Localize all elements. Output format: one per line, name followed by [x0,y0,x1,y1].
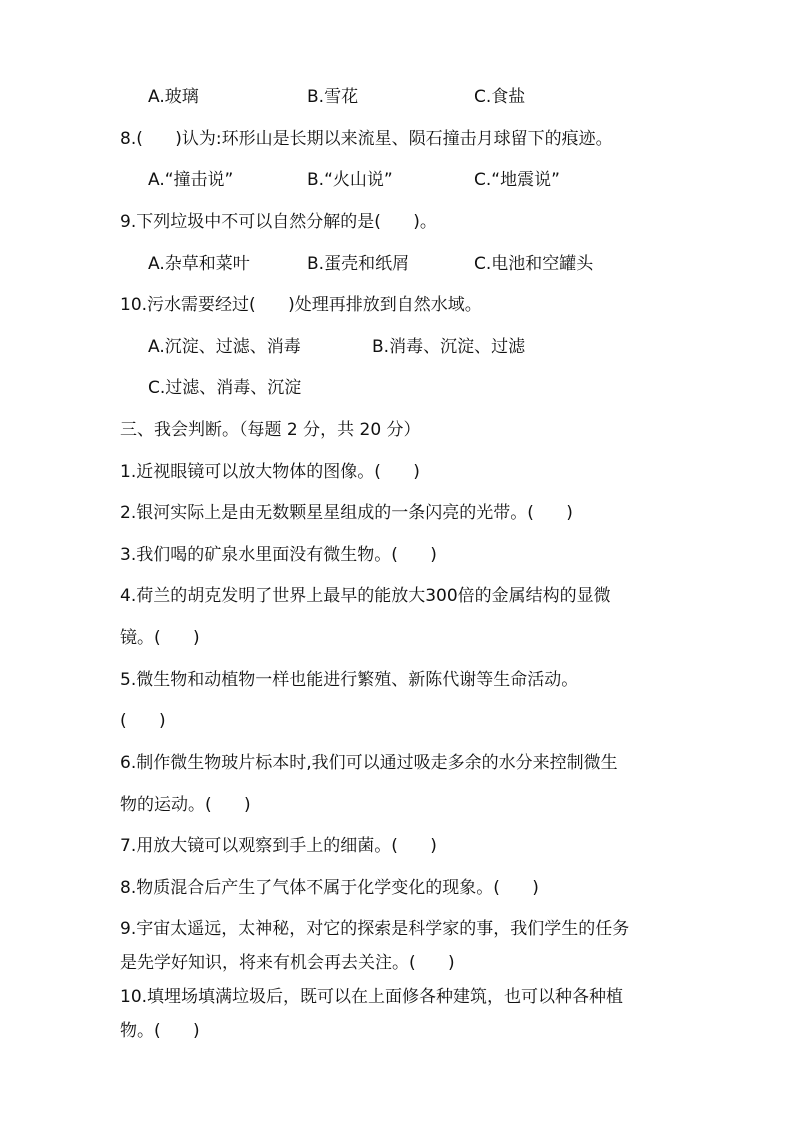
q9-option-a: A.杂草和菜叶 [148,254,250,274]
judge-line-10: 10.填埋场填满垃圾后，既可以在上面修各种建筑，也可以种各种植 [120,987,624,1007]
q8-option-a: A.“撞击说” [148,170,234,190]
q10-option-c: C.过滤、消毒、沉淀 [148,378,302,398]
judge-line-4-cont: 镜。( ) [120,628,200,648]
judge-line-5: 5.微生物和动植物一样也能进行繁殖、新陈代谢等生命活动。 [120,670,579,690]
q10-option-a: A.沉淀、过滤、消毒 [148,337,301,357]
judge-line-1: 1.近视眼镜可以放大物体的图像。( ) [120,462,420,482]
q10-stem: 10.污水需要经过( )处理再排放到自然水域。 [120,295,482,315]
judge-line-10-cont: 物。( ) [120,1021,200,1041]
q9-stem: 9.下列垃圾中不可以自然分解的是( )。 [120,212,437,232]
judge-line-9: 9.宇宙太遥远，太神秘，对它的探索是科学家的事，我们学生的任务 [120,919,630,939]
q8-option-b: B.“火山说” [307,170,393,190]
judge-line-4: 4.荷兰的胡克发明了世界上最早的能放大300倍的金属结构的显微 [120,586,611,606]
q10-options-row1 [0,335,794,359]
section-3-heading: 三、我会判断。（每题 2 分，共 20 分） [120,420,421,440]
q7-option-c: C.食盐 [474,87,526,107]
q7-option-a: A.玻璃 [148,87,199,107]
judge-line-9-cont: 是先学好知识，将来有机会再去关注。( ) [120,953,455,973]
judge-line-2: 2.银河实际上是由无数颗星星组成的一条闪亮的光带。( ) [120,503,573,523]
q7-option-b: B.雪花 [307,87,359,107]
q8-option-c: C.“地震说” [474,170,560,190]
q10-option-b: B.消毒、沉淀、过滤 [372,337,526,357]
judge-line-6: 6.制作微生物玻片标本时,我们可以通过吸走多余的水分来控制微生 [120,753,618,773]
judge-line-7: 7.用放大镜可以观察到手上的细菌。( ) [120,836,437,856]
q8-options [0,168,794,192]
q7-options [0,85,794,109]
judge-line-8: 8.物质混合后产生了气体不属于化学变化的现象。( ) [120,878,539,898]
judge-line-3: 3.我们喝的矿泉水里面没有微生物。( ) [120,545,437,565]
q9-options [0,252,794,276]
judge-line-6-cont: 物的运动。( ) [120,795,251,815]
q8-stem: 8.( )认为:环形山是长期以来流星、陨石撞击月球留下的痕迹。 [120,129,613,149]
q9-option-c: C.电池和空罐头 [474,254,594,274]
judge-line-5-cont: ( ) [120,711,166,731]
q9-option-b: B.蛋壳和纸屑 [307,254,410,274]
